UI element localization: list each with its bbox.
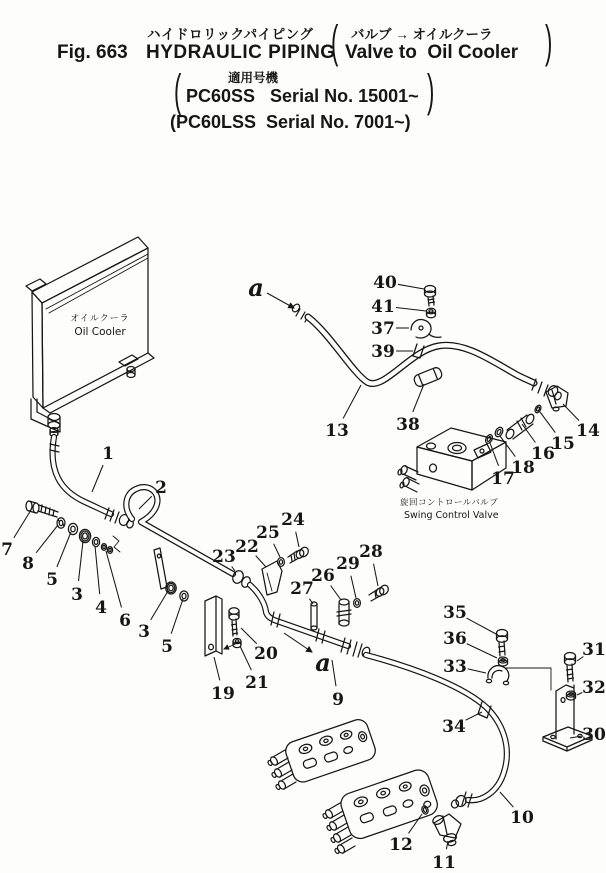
washer-5b (180, 591, 188, 601)
part-label-38: 38 (396, 415, 420, 435)
leader-line-1 (92, 465, 103, 492)
ref-arrow-a (267, 293, 294, 308)
part-label-5: 5 (161, 637, 173, 657)
control-valve-block-upper (267, 717, 378, 790)
leader-line-4 (95, 546, 100, 594)
leader-line-33 (468, 669, 486, 673)
serial-range-pc60ss: PC60SS Serial No. 15001~ (186, 86, 419, 106)
ref-label-a: a (315, 648, 331, 677)
part-label-12: 12 (389, 835, 413, 855)
pin-27 (311, 602, 317, 630)
washer-5a (68, 523, 77, 534)
leader-line-22 (256, 556, 266, 567)
o-ring-15 (534, 404, 542, 414)
part-label-40: 40 (373, 273, 397, 293)
leader-line-21 (240, 646, 251, 670)
part-label-6: 6 (119, 611, 131, 631)
part-label-28: 28 (359, 542, 383, 562)
washer-29 (354, 599, 361, 608)
hose-13 (291, 303, 563, 401)
washer-36 (498, 657, 507, 666)
paren-open-icon: ( (174, 64, 182, 117)
break-line (113, 536, 120, 552)
paren-close-icon: ) (427, 64, 435, 117)
leader-line-9 (332, 660, 336, 686)
leader-line-28 (374, 564, 379, 586)
swing-valve-label-en: Swing Control Valve (404, 510, 499, 521)
part-label-16: 16 (531, 444, 555, 464)
washer-8 (57, 518, 65, 528)
leader-line-36 (467, 644, 497, 658)
tee-26 (337, 599, 351, 626)
leader-line-15 (540, 412, 555, 433)
part-label-36: 36 (443, 629, 467, 649)
part-label-21: 21 (245, 673, 269, 693)
oil-cooler-label-jp: オイルクーラ (70, 314, 130, 324)
bolt-28 (369, 584, 390, 601)
o-ring-18 (494, 426, 505, 438)
oil-cooler (26, 237, 154, 437)
ref-label-a: a (248, 273, 264, 302)
leader-line-26 (331, 586, 341, 601)
bracket-19 (205, 596, 222, 656)
leader-line-24 (296, 532, 299, 547)
leader-line-14 (563, 404, 579, 421)
washer-3a (79, 529, 90, 542)
paren-open-icon: ( (331, 15, 339, 68)
part-label-24: 24 (281, 510, 305, 530)
part-number-labels (1, 273, 606, 873)
part-label-26: 26 (311, 566, 335, 586)
bolt-31 (565, 653, 576, 683)
subtitle-english: Valve to Oil Cooler (345, 42, 519, 63)
leader-line-40 (398, 284, 424, 289)
part-label-39: 39 (371, 342, 395, 362)
part-label-30: 30 (582, 725, 606, 745)
serial-range-pc60lss: (PC60LSS Serial No. 7001~) (170, 112, 411, 132)
leader-line-6 (106, 551, 122, 608)
paren-close-icon: ) (545, 15, 553, 68)
swing-valve-label-jp: 旋回コントロールバルブ (400, 498, 499, 508)
elbow-fitting-14 (546, 386, 568, 411)
link-bar (154, 548, 167, 589)
part-label-11: 11 (432, 853, 456, 873)
cooler-inlet-fitting (48, 414, 60, 437)
part-label-1: 1 (102, 444, 114, 464)
leader-line-3 (151, 591, 168, 620)
part-label-29: 29 (336, 554, 360, 574)
part-label-25: 25 (256, 523, 280, 543)
spool-stubs (267, 750, 296, 790)
leader-line-2 (139, 496, 152, 509)
part-label-23: 23 (212, 547, 236, 567)
part-label-37: 37 (371, 319, 395, 339)
clip-37 (411, 320, 441, 338)
figure-number: Fig. 663 (57, 42, 128, 63)
leader-line-13 (343, 385, 361, 419)
part-label-33: 33 (443, 657, 467, 677)
spool-stubs (322, 803, 355, 854)
leader-line-5 (57, 532, 71, 567)
leader-line-5 (171, 599, 183, 634)
part-label-9: 9 (332, 690, 344, 710)
leader-line-8 (36, 525, 58, 553)
leader-line-19 (214, 657, 220, 680)
part-label-3: 3 (71, 585, 83, 605)
part-label-19: 19 (211, 684, 235, 704)
bolt-35 (497, 630, 508, 657)
washers-6 (101, 544, 112, 554)
washer-4 (92, 537, 99, 546)
bolt-20 (229, 608, 239, 636)
part-label-18: 18 (511, 458, 535, 478)
witness-corner (506, 668, 551, 690)
part-label-15: 15 (551, 434, 575, 454)
valve-port-stubs (397, 465, 419, 492)
bolt-7 (26, 501, 58, 517)
part-label-41: 41 (371, 297, 395, 317)
part-label-20: 20 (254, 644, 278, 664)
part-label-10: 10 (510, 808, 534, 828)
leader-line-34 (466, 712, 482, 720)
leader-line-3 (79, 541, 84, 581)
nut-41 (427, 308, 436, 318)
leader-line-35 (467, 618, 497, 634)
part-label-22: 22 (235, 537, 259, 557)
subtitle-japanese: バルブ → オイルクーラ (351, 27, 493, 42)
leader-line-25 (274, 544, 280, 557)
clamp-33 (486, 666, 508, 685)
part-label-35: 35 (443, 603, 467, 623)
bolt-24 (288, 546, 310, 563)
part-label-32: 32 (582, 678, 606, 698)
leader-line-20 (241, 628, 257, 644)
part-label-31: 31 (582, 640, 606, 660)
part-label-3: 3 (138, 622, 150, 642)
part-label-13: 13 (325, 421, 349, 441)
part-label-27: 27 (290, 579, 314, 599)
part-label-34: 34 (442, 717, 466, 737)
washer-25 (278, 558, 285, 567)
part-label-5: 5 (46, 570, 58, 590)
part-label-2: 2 (155, 478, 167, 498)
part-label-8: 8 (22, 554, 34, 574)
applicable-machines-label: 適用号機 (228, 71, 279, 85)
bolt-40 (425, 286, 436, 307)
title-japanese: ハイドロリックパイピング (147, 27, 314, 42)
leader-line-10 (500, 792, 513, 807)
leader-line-41 (396, 308, 426, 312)
leader-line-7 (14, 510, 31, 538)
part-label-4: 4 (95, 598, 107, 618)
part-label-14: 14 (576, 421, 600, 441)
leader-lines (14, 284, 584, 849)
leader-line-12 (409, 814, 423, 833)
leader-line-29 (351, 576, 356, 598)
leader-line-38 (413, 384, 424, 412)
swing-control-valve (397, 428, 506, 521)
part-label-17: 17 (491, 469, 515, 489)
hose-1 (50, 437, 134, 529)
ref-arrow-a (284, 633, 312, 652)
title-english: HYDRAULIC PIPING (146, 42, 336, 63)
oil-cooler-label-en: Oil Cooler (74, 326, 126, 338)
part-label-7: 7 (1, 540, 13, 560)
hose-10 (366, 655, 507, 809)
elbow-fitting-11 (431, 814, 461, 847)
plate-38 (413, 366, 443, 388)
